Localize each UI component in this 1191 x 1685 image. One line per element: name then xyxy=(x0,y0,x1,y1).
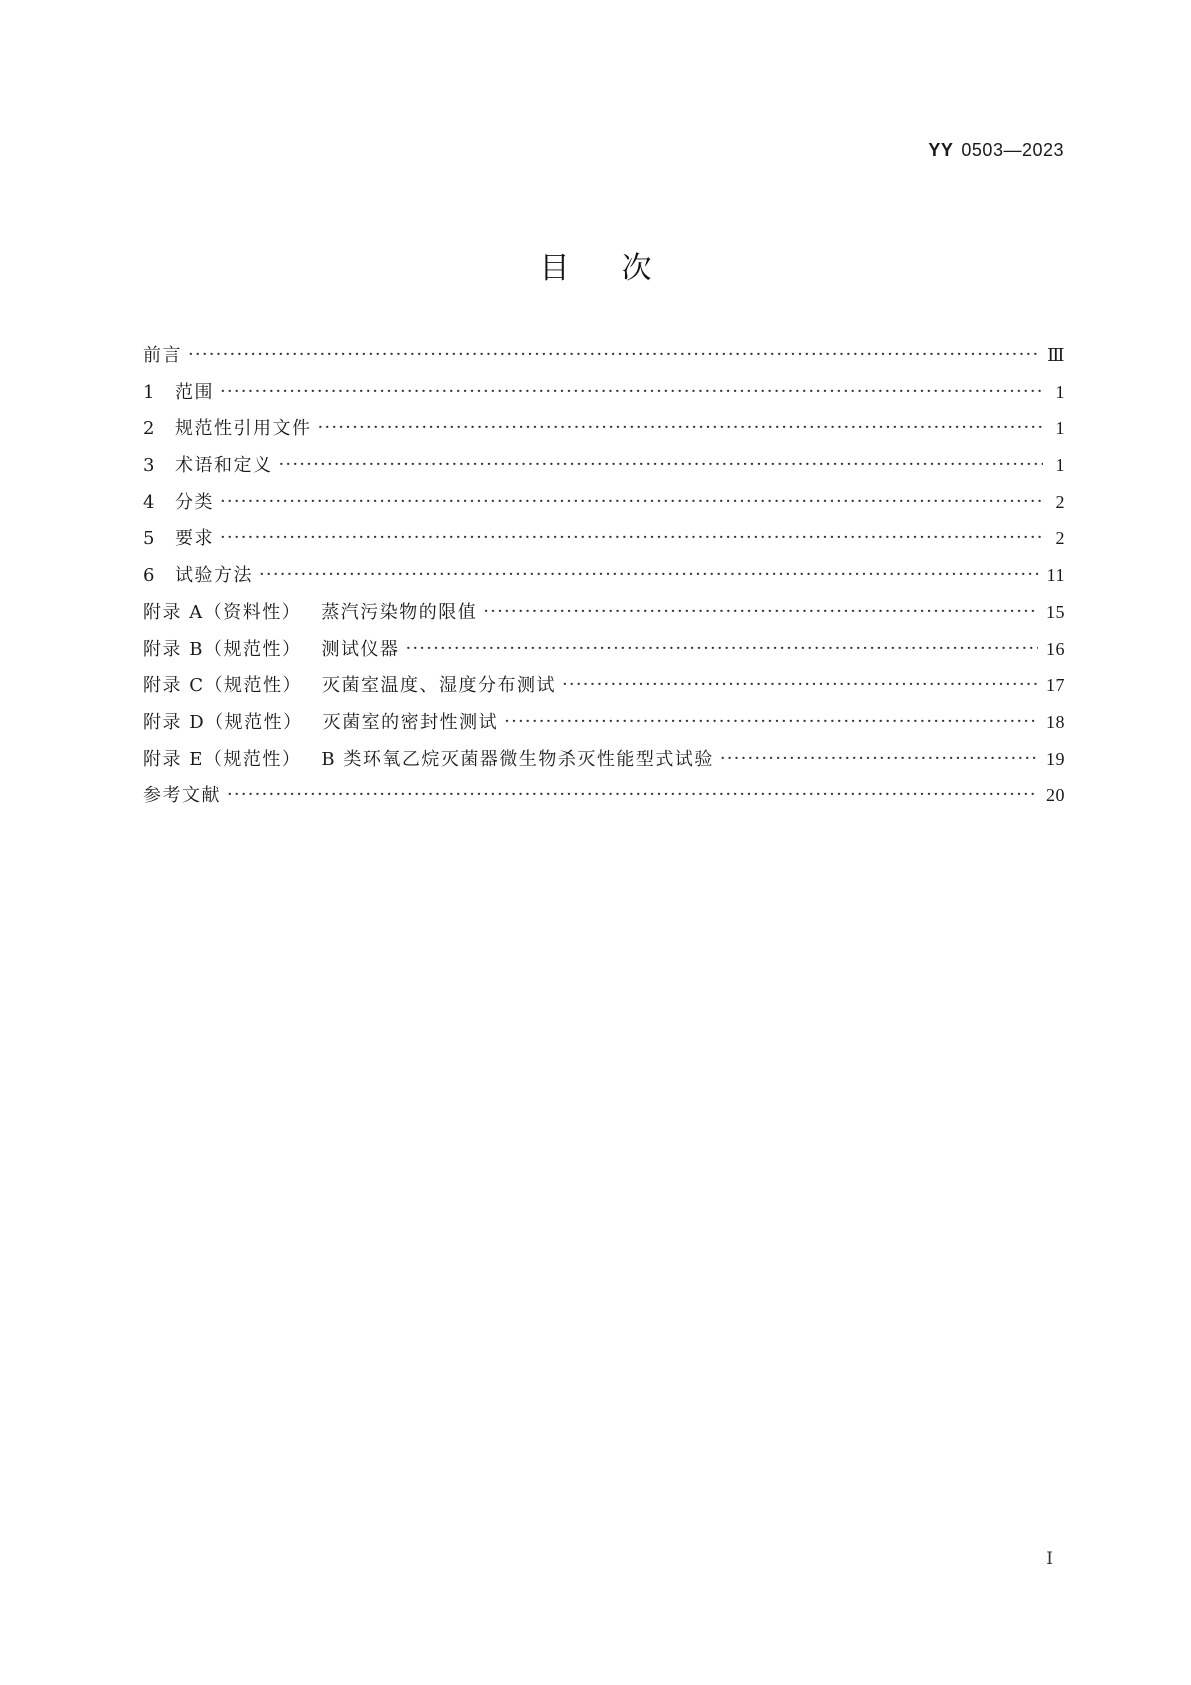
toc-entry-page: 19 xyxy=(1046,748,1065,769)
toc-entry[interactable] xyxy=(143,343,1065,380)
page-number: Ⅰ xyxy=(1046,1549,1053,1568)
toc-entry-page: 1 xyxy=(1055,418,1065,439)
toc-entry-annex-label: 附录 E（规范性） xyxy=(143,748,302,770)
toc-entry-title: 试验方法 xyxy=(175,565,253,587)
toc-entry-number: 2 xyxy=(143,418,156,440)
toc-entry[interactable] xyxy=(143,563,1065,600)
toc-entry[interactable] xyxy=(143,783,1065,820)
toc-entry-page: 2 xyxy=(1055,528,1065,549)
toc-dot-leader xyxy=(562,673,1038,697)
toc-entry-annex-label: 附录 B（规范性） xyxy=(143,638,302,660)
toc-entry[interactable] xyxy=(143,526,1065,563)
toc-entry-title: 术语和定义 xyxy=(175,455,273,477)
toc-entry-page: 16 xyxy=(1046,638,1065,659)
toc-entry-title: 要求 xyxy=(175,528,214,550)
toc-entry-page: 18 xyxy=(1046,711,1065,732)
toc-entry-title: 前言 xyxy=(143,345,182,366)
toc-entry-title: 分类 xyxy=(175,491,214,513)
toc-dot-leader xyxy=(220,380,1043,404)
toc-entry-page: 1 xyxy=(1055,381,1065,402)
standard-code: 0503—2023 xyxy=(961,140,1064,160)
page-title: 目次 xyxy=(539,251,704,286)
standard-number xyxy=(928,140,1064,161)
toc-entry-page: Ⅲ xyxy=(1047,345,1065,365)
toc-dot-leader xyxy=(227,783,1038,807)
toc-dot-leader xyxy=(405,637,1038,661)
table-of-contents xyxy=(143,343,1065,820)
toc-entry[interactable] xyxy=(143,747,1065,784)
toc-entry-annex-label: 附录 C（规范性） xyxy=(143,675,302,697)
toc-entry-title: B 类环氧乙烷灭菌器微生物杀灭性能型式试验 xyxy=(321,748,714,770)
toc-dot-leader xyxy=(504,710,1038,734)
toc-entry-title: 蒸汽污染物的限值 xyxy=(321,601,478,623)
toc-entry-title: 测试仪器 xyxy=(321,638,400,660)
toc-entry[interactable] xyxy=(143,673,1065,710)
standard-prefix: YY xyxy=(928,140,954,160)
toc-entry-page: 2 xyxy=(1055,491,1065,512)
toc-entry-page: 11 xyxy=(1046,565,1065,586)
toc-entry[interactable] xyxy=(143,416,1065,453)
toc-entry[interactable] xyxy=(143,453,1065,490)
toc-entry[interactable] xyxy=(143,710,1065,747)
toc-entry-page: 15 xyxy=(1046,601,1065,622)
toc-entry[interactable] xyxy=(143,380,1065,417)
toc-entry-number: 3 xyxy=(143,455,156,477)
toc-dot-leader xyxy=(720,747,1038,771)
toc-entry-title: 参考文献 xyxy=(143,785,221,807)
toc-entry-number: 5 xyxy=(143,528,156,550)
toc-entry-title: 灭菌室的密封性测试 xyxy=(322,711,499,733)
toc-entry-number: 1 xyxy=(143,381,156,403)
toc-dot-leader xyxy=(483,600,1038,624)
toc-entry-page: 17 xyxy=(1046,675,1065,696)
toc-dot-leader xyxy=(279,453,1044,477)
toc-entry-title: 规范性引用文件 xyxy=(175,418,312,440)
toc-dot-leader xyxy=(188,343,1039,367)
toc-entry-title: 灭菌室温度、湿度分布测试 xyxy=(322,675,556,697)
toc-entry[interactable] xyxy=(143,637,1065,674)
toc-dot-leader xyxy=(318,416,1044,440)
toc-dot-leader xyxy=(220,490,1043,514)
toc-entry[interactable] xyxy=(143,600,1065,637)
toc-entry-title: 范围 xyxy=(175,381,214,403)
toc-dot-leader xyxy=(259,563,1039,587)
toc-entry-number: 6 xyxy=(143,565,156,587)
toc-entry-page: 1 xyxy=(1055,455,1065,476)
toc-entry[interactable] xyxy=(143,490,1065,527)
toc-entry-annex-label: 附录 A（资料性） xyxy=(143,601,302,623)
toc-entry-page: 20 xyxy=(1046,785,1065,806)
toc-entry-number: 4 xyxy=(143,491,156,513)
toc-entry-annex-label: 附录 D（规范性） xyxy=(143,711,303,733)
toc-dot-leader xyxy=(220,526,1043,550)
